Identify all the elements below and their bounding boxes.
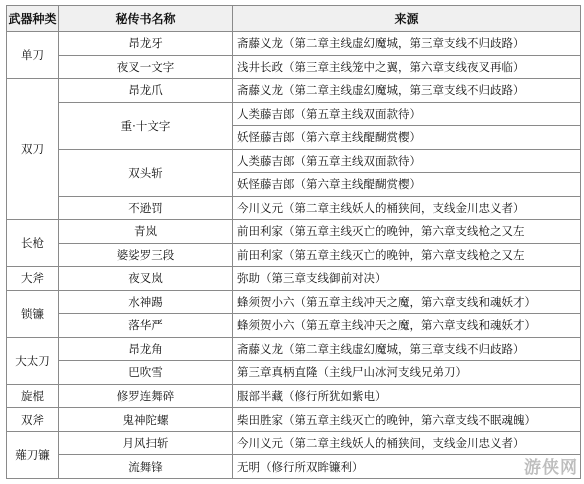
source-cell: 蜂须贺小六（第五章主线冲天之魔，第六章支线和魂妖才） (233, 314, 581, 338)
book-name-cell: 昂龙爪 (59, 79, 233, 103)
book-name-cell: 落华严 (59, 314, 233, 338)
book-name-cell: 夜叉岚 (59, 267, 233, 291)
weapon-type-cell: 大斧 (7, 267, 59, 291)
source-cell: 妖怪藤吉郎（第六章主线醍醐赏樱） (233, 126, 581, 150)
book-name-cell: 月风扫斩 (59, 431, 233, 455)
source-cell: 斋藤义龙（第二章主线虚幻魔城，第三章支线不归歧路） (233, 32, 581, 56)
table-row (7, 267, 581, 291)
source-cell: 浅井长政（第三章主线笼中之翼，第六章支线夜叉再临） (233, 55, 581, 79)
source-cell: 今川义元（第二章主线妖人的桶狭间，支线金川忠义者） (233, 196, 581, 220)
table-body (7, 32, 581, 479)
source-cell: 前田利家（第五章主线灭亡的晚钟，第六章支线枪之又左 (233, 243, 581, 267)
header-row (7, 6, 581, 32)
table-row (7, 220, 581, 244)
table-row (7, 243, 581, 267)
weapon-type-cell: 长枪 (7, 220, 59, 267)
book-name-cell: 巴吹雪 (59, 361, 233, 385)
table-row (7, 290, 581, 314)
table-row (7, 32, 581, 56)
source-cell: 斋藤义龙（第二章主线虚幻魔城，第三章支线不归歧路） (233, 337, 581, 361)
book-name-cell: 夜叉一文字 (59, 55, 233, 79)
header-source: 来源 (233, 6, 581, 32)
book-name-cell: 婆娑罗三段 (59, 243, 233, 267)
source-cell: 前田利家（第五章主线灭亡的晚钟，第六章支线枪之又左 (233, 220, 581, 244)
table-row (7, 455, 581, 479)
watermark-logo: 游侠网 (524, 458, 578, 478)
source-cell: 柴田胜家（第五章主线灭亡的晚钟，第六章支线不眠魂魄） (233, 408, 581, 432)
table-row (7, 314, 581, 338)
source-cell: 妖怪藤吉郎（第六章主线醍醐赏樱） (233, 173, 581, 197)
table-row (7, 408, 581, 432)
source-cell: 蜂须贺小六（第五章主线冲天之魔，第六章支线和魂妖才） (233, 290, 581, 314)
weapon-secret-book-table (6, 5, 581, 479)
weapon-type-cell: 双刀 (7, 79, 59, 220)
table-row (7, 79, 581, 103)
book-name-cell: 昂龙牙 (59, 32, 233, 56)
book-name-cell: 青岚 (59, 220, 233, 244)
weapon-type-cell: 大太刀 (7, 337, 59, 384)
book-name-cell: 鬼神陀螺 (59, 408, 233, 432)
source-cell: 人类藤吉郎（第五章主线双面款待） (233, 149, 581, 173)
table-row (7, 431, 581, 455)
source-cell: 斋藤义龙（第二章主线虚幻魔城，第三章支线不归歧路） (233, 79, 581, 103)
source-cell: 今川义元（第二章主线妖人的桶狭间，支线金川忠义者） (233, 431, 581, 455)
table-row (7, 149, 581, 173)
table-row (7, 55, 581, 79)
weapon-type-cell: 锁镰 (7, 290, 59, 337)
book-name-cell: 修罗连舞碎 (59, 384, 233, 408)
table-row (7, 196, 581, 220)
book-name-cell: 重·十文字 (59, 102, 233, 149)
book-name-cell: 流舞锋 (59, 455, 233, 479)
weapon-type-cell: 薙刀镰 (7, 431, 59, 478)
source-cell: 服部半藏（修行所犹如紫电） (233, 384, 581, 408)
weapon-type-cell: 旋棍 (7, 384, 59, 408)
source-cell: 人类藤吉郎（第五章主线双面款待） (233, 102, 581, 126)
weapon-type-cell: 单刀 (7, 32, 59, 79)
source-cell: 第三章真柄直隆（主线尸山冰河支线兄弟刀） (233, 361, 581, 385)
book-name-cell: 水神踢 (59, 290, 233, 314)
header-weapon-type: 武器种类 (7, 6, 59, 32)
source-cell: 弥助（第三章支线御前对决） (233, 267, 581, 291)
book-name-cell: 不逊罚 (59, 196, 233, 220)
table-row (7, 337, 581, 361)
header-book-name: 秘传书名称 (59, 6, 233, 32)
table-row (7, 102, 581, 126)
weapon-type-cell: 双斧 (7, 408, 59, 432)
table-row (7, 384, 581, 408)
book-name-cell: 双头斩 (59, 149, 233, 196)
source-cell: 无明（修行所双眸镰利） (233, 455, 581, 479)
table-row (7, 361, 581, 385)
book-name-cell: 昂龙角 (59, 337, 233, 361)
